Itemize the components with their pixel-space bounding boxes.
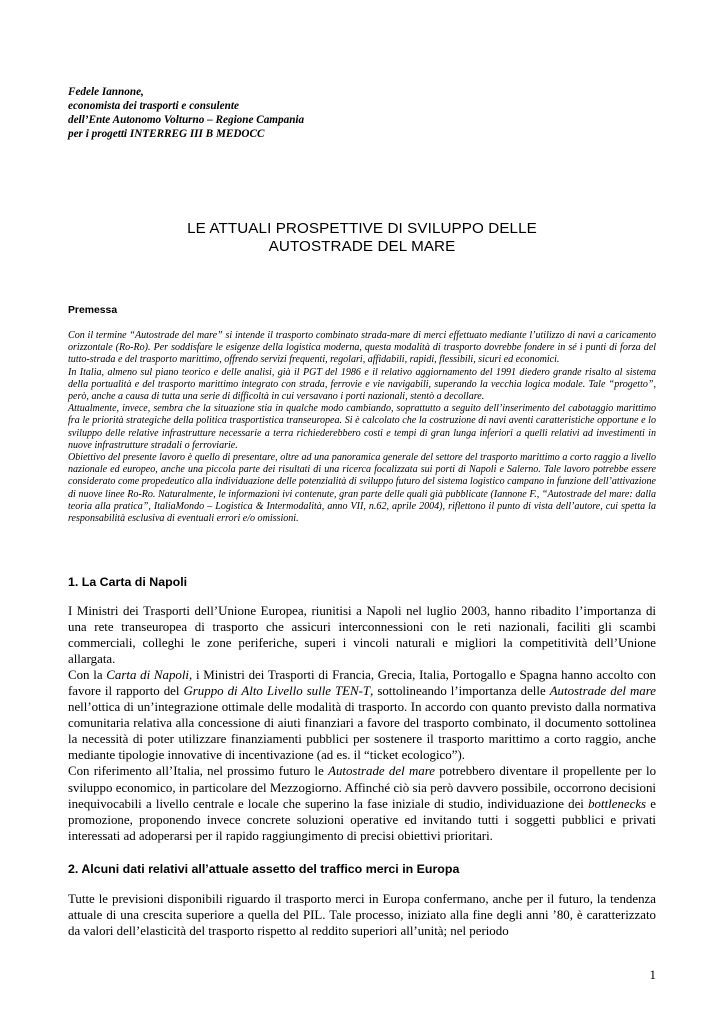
italic-run: Autostrade del mare xyxy=(328,764,435,779)
title-line-2: AUTOSTRADE DEL MARE xyxy=(268,238,456,255)
author-name: Fedele Iannone, xyxy=(68,86,144,98)
premessa-text xyxy=(68,330,656,525)
premessa-paragraph-4: Obiettivo del presente lavoro è quello di presentare, oltre ad una panoramica generale del settore del trasporto marittimo a corto raggio a livello nazionale ed europeo, anche una piccola parte dei risultati di una ricerca focalizzata sui porti di Napoli e Salerno. Tale lavoro potrebbe essere considerato come propedeutico alla individuazione delle potenzialità di sviluppo futuro del sistema logistico campano in funzione dell’attivazione di nuove linee Ro-Ro. Naturalmente, le informazioni ivi contenute, gran parte delle quali già pubblicate (Iannone F., “Autostrade del mare: dalla teoria alla pratica”, ItaliaMondo – Logistica & Intermodalità, anno VII, n.62, aprile 2004), riflettono il punto di vista dell’autore, cui spetta la responsabilità esclusiva di eventuali errori e/o omissioni. xyxy=(68,452,656,525)
section-1-paragraph-3 xyxy=(68,763,656,843)
italic-run: Autostrade del mare xyxy=(549,684,657,699)
text-run: nell’ottica di un’integrazione ottimale delle modalità di trasporto. In accordo con quanto previsto dalla normativa comunitaria relativa alla concessione di aiuti finanziari a favore del trasporto combinato, il documento sottolinea la necessità di poter utilizzare finanziamenti pubblici per sostenere il trasporto marittimo a corto raggio, anche mediante tipologie innovative di incentivazione (ad es. il “ticket ecologico”). xyxy=(68,700,656,763)
section-1-body xyxy=(68,603,656,844)
text-run: , i Ministri dei Trasporti di Francia, Grecia, Italia, Portogallo e Spagna hanno accolto con favore il rapporto del xyxy=(68,668,656,699)
italic-run: Carta di Napoli xyxy=(106,668,189,683)
text-run: , sottolineando l’importanza delle xyxy=(370,684,550,699)
premessa-paragraph-3: Attualmente, invece, sembra che la situazione stia in qualche modo cambiando, soprattutto a seguito dell’inserimento del cabotaggio marittimo fra le priorità strategiche della politica trasportistica transeuropea. Si è calcolato che la costruzione di navi aventi caratteristiche opportune e lo sviluppo delle relative infrastrutture necessarie a terra richiederebbero costi e tempi di gran lunga inferiori a quelli relativi ad investimenti in nuove infrastrutture stradali o ferroviarie. xyxy=(68,403,656,451)
title-line-1: LE ATTUALI PROSPETTIVE DI SVILUPPO DELLE xyxy=(187,220,537,237)
section-1-paragraph-2 xyxy=(68,667,656,763)
section-1-paragraph-1: I Ministri dei Trasporti dell’Unione Europea, riunitisi a Napoli nel luglio 2003, hanno ribadito l’importanza di una rete transeuropea di trasporto che assicuri interconnessioni con le reti nazionali, faciliti gli scambi commerciali, colleghi le zone periferiche, superi i vincoli naturali e migliori la competitività dell’Unione allargata. xyxy=(68,604,656,667)
document-title xyxy=(68,220,656,256)
text-run: e promozione, proponendo invece concrete soluzioni operative ed invitando tutti i soggetti pubblici e privati interessati ad adoperarsi per il rapido raggiungimento di precisi obiettivi prioritari. xyxy=(68,796,656,843)
premessa-paragraph-2: In Italia, almeno sul piano teorico e delle analisi, già il PGT del 1986 e il relativo aggiornamento del 1991 diedero grande risalto al sistema della portualità e del trasporto marittimo integrato con strada, ferrovie e vie navigabili, superando la vecchia logica modale. Tale “progetto”, però, anche a causa di tutta una serie di difficoltà in cui versavano i porti nazionali, stentò a decollare. xyxy=(68,366,656,403)
text-run: Con riferimento all’Italia, nel prossimo futuro le xyxy=(68,764,329,779)
section-2-body xyxy=(68,891,656,939)
page-number: 1 xyxy=(649,967,656,982)
section-2-heading: 2. Alcuni dati relativi all’attuale assetto del traffico merci in Europa xyxy=(68,862,460,876)
text-run: Con la xyxy=(68,668,107,683)
author-affiliation: dell’Ente Autonomo Volturno – Regione Campania xyxy=(68,113,305,126)
premessa-heading: Premessa xyxy=(68,305,118,316)
author-project: per i progetti INTERREG III B MEDOCC xyxy=(68,127,265,140)
section-1-heading: 1. La Carta di Napoli xyxy=(68,575,188,589)
author-role: economista dei trasporti e consulente xyxy=(68,99,239,112)
italic-run: bottlenecks xyxy=(588,796,647,811)
italic-run: Gruppo di Alto Livello sulle TEN-T xyxy=(183,684,371,699)
author-block xyxy=(68,86,668,142)
premessa-paragraph-1: Con il termine “Autostrade del mare” si intende il trasporto combinato strada-mare di merci effettuato mediante l’utilizzo di navi a caricamento orizzontale (Ro-Ro). Per soddisfare le esigenze della logistica moderna, questa modalità di trasporto dovrebbe fondere in sé i punti di forza del tutto-strada e del trasporto marittimo, offrendo servizi frequenti, regolari, affidabili, rapidi, flessibili, sicuri ed economici. xyxy=(68,330,656,366)
text-run: potrebbero diventare il propellente per lo sviluppo economico, in particolare del Mezzogiorno. Affinché ciò sia però davvero possibile, occorrono decisioni inequivocabili a livello centrale e locale che superino la fase iniziale di studio, individuazione dei xyxy=(68,764,657,811)
section-2-paragraph-1: Tutte le previsioni disponibili riguardo il trasporto merci in Europa confermano, anche per il futuro, la tendenza attuale di una crescita superiore a quella del PIL. Tale processo, iniziato alla fine degli anni ’80, è caratterizzato da valori dell’elasticità del trasporto rispetto al reddito superiori all’unità; nel periodo xyxy=(68,892,656,939)
